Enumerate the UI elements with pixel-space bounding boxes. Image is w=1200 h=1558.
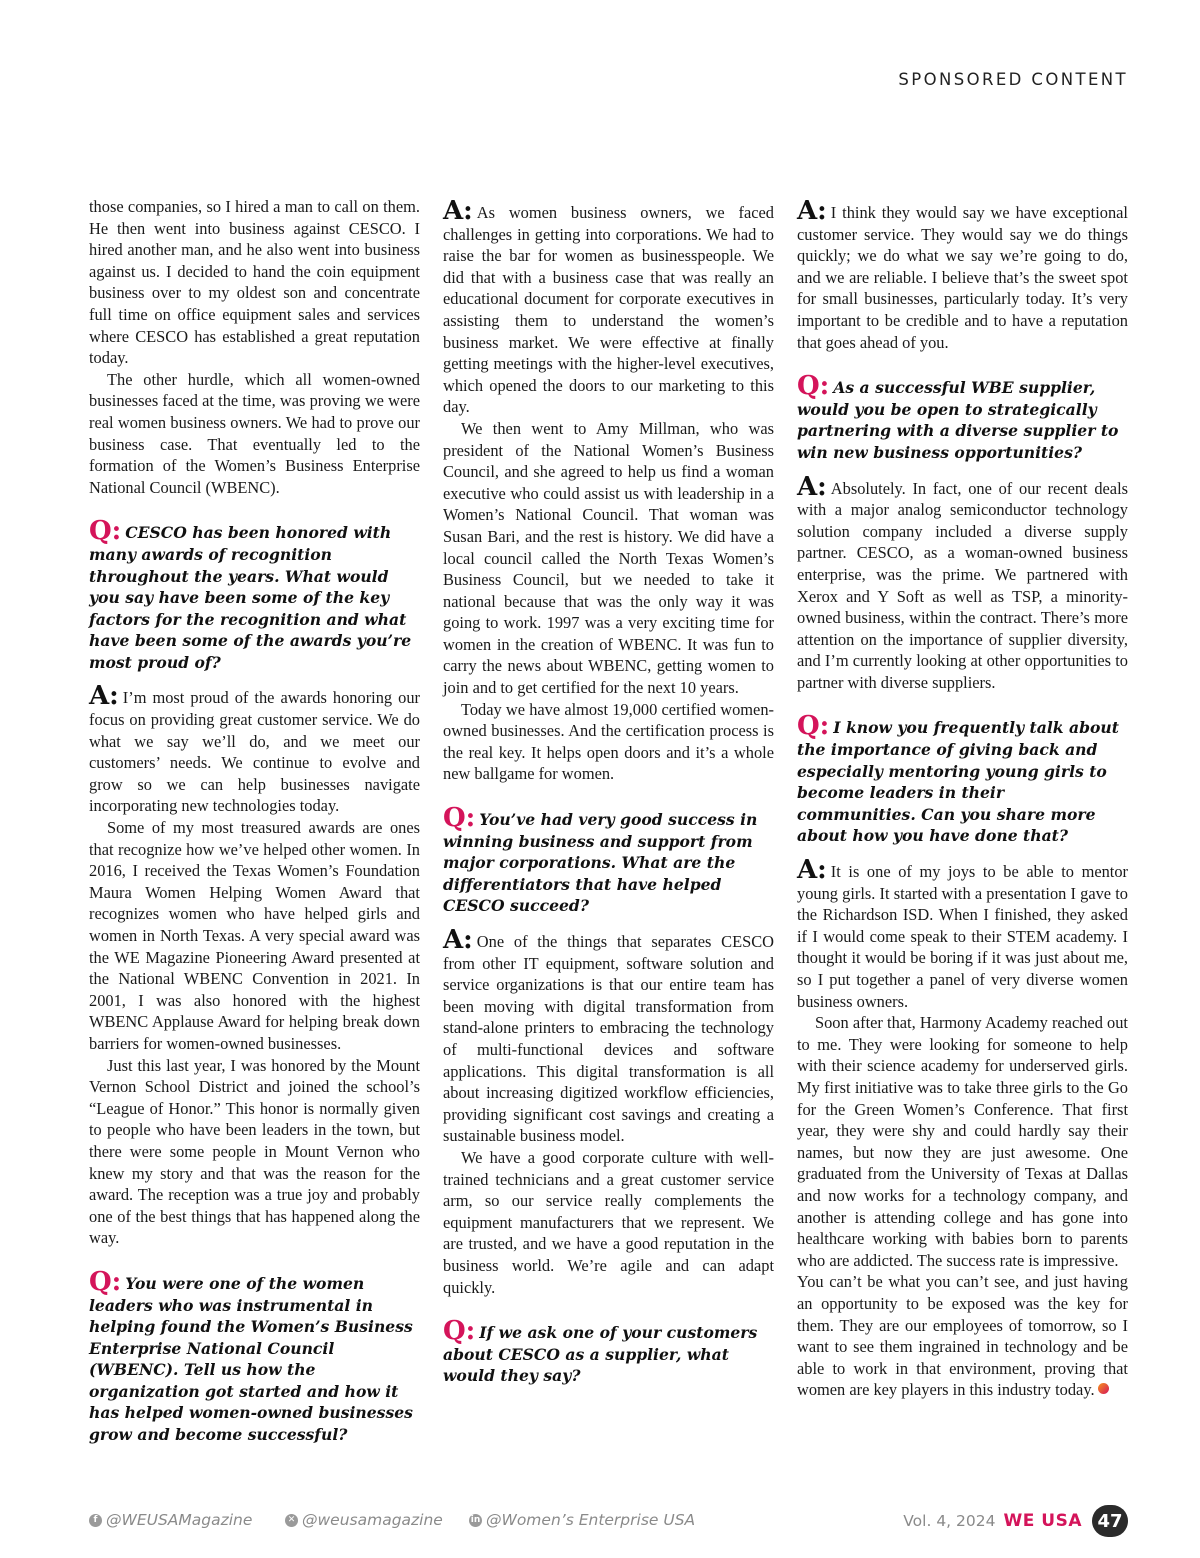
question-text: You’ve had very good success in winning business and support from major corporations. What are the differentiators that have helped CESCO succeed? [443, 810, 758, 916]
article-column-3 [797, 196, 1128, 1401]
question-text: If we ask one of your customers about CESCO as a supplier, what would they say? [443, 1323, 758, 1386]
paragraph-text: You can’t be what you can’t see, and just having an opportunity to be exposed was the key for them. They are our employees of tomorrow, so I want to see them ingrained in technology and be able to work in that environment, proving that women are key players in this industry today. [797, 1272, 1128, 1400]
answer [443, 196, 774, 418]
answer-text: As women business owners, we faced challenges in getting into corporations. We had to raise the bar for women as businesspeople. We did that with a business case that was really an educational document for corporate executives in assisting them to understand the women’s business market. We were effective at finally getting meetings with the higher-level executives, which opened the doors to our marketing to this day. [443, 203, 774, 417]
paragraph: Today we have almost 19,000 certified women-owned businesses. And the certification process is the real key. It helps open doors and it’s a whole new ballgame for women. [443, 699, 774, 784]
question-text: I know you frequently talk about the importance of giving back and especially mentoring young girls to become leaders in their communities. Can you share more about how you have done that? [797, 718, 1119, 846]
answer [797, 196, 1128, 353]
volume-label: Vol. 4, 2024 [903, 1512, 996, 1530]
question-marker: Q: [443, 1316, 476, 1347]
x-link[interactable] [285, 1511, 443, 1529]
x-handle: @weusamagazine [302, 1511, 443, 1529]
question-marker: Q: [443, 803, 476, 834]
article-column-1 [89, 196, 420, 1460]
answer [443, 925, 774, 1147]
answer [89, 681, 420, 817]
question-marker: Q: [89, 516, 122, 547]
question [89, 516, 420, 673]
answer-marker: A: [797, 855, 827, 886]
question [89, 1266, 420, 1446]
answer-text: One of the things that separates CESCO from other IT equipment, software solution and service organizations is that our entire team has been moving with digital transformation from stand-alone printers to embracing the technology of multi-functional devices and software applications. This digital transformation is all about increasing digitized workflow efficiencies, providing significant cost savings and creating a sustainable business model. [443, 932, 774, 1146]
answer-text: It is one of my joys to be able to mentor young girls. It started with a presentation I gave to the Richardson ISD. When I finished, they asked if I would come speak to their STEM academy. I thought it would be boring if it was just about me, so I put together a panel of very diverse women business owners. [797, 862, 1128, 1011]
sponsored-content-label: SPONSORED CONTENT [898, 70, 1128, 89]
question [443, 1316, 774, 1387]
issue-info [903, 1511, 1082, 1531]
question [797, 371, 1128, 463]
linkedin-handle: @Women’s Enterprise USA [486, 1511, 696, 1529]
answer-text: I think they would say we have exceptional customer service. They would say we do things quickly; we do what we say we’re going to do, and we are reliable. I believe that’s the sweet spot for small businesses, particularly today. It’s very important to be credible and to have a reputation that goes ahead of you. [797, 203, 1128, 352]
facebook-link[interactable] [89, 1511, 252, 1529]
linkedin-link[interactable] [469, 1511, 695, 1529]
question-text: You were one of the women leaders who was instrumental in helping found the Women’s Business Enterprise National Council (WBENC). Tell us how the organization got started and how it has helped women-owned businesses grow and become successful? [89, 1273, 413, 1445]
paragraph: those companies, so I hired a man to call on them. He then went into business against CESCO. I hired another man, and he also went into business against us. I decided to hand the coin equipment business over to my oldest son and concentrate full time on office equipment sales and services where CESCO has established a great reputation today. [89, 197, 420, 368]
x-icon: ✕ [285, 1514, 298, 1527]
paragraph: We then went to Amy Millman, who was president of the National Women’s Business Council, and she agreed to help us find a woman executive who could assist us with leadership in a Women’s National Council. That woman was Susan Bari, and the rest is history. We did have a local council called the North Texas Women’s Business Council, but we needed to take it national because that was the only way it was going to work. 1997 was a very exciting time for women in the creation of WBENC. It was fun to carry the news about WBENC, getting women to join and to get certified for the next 10 years. [443, 418, 774, 698]
question-text: As a successful WBE supplier, would you be open to strategically partnering with a diverse supplier to win new business opportunities? [797, 378, 1119, 462]
facebook-handle: @WEUSAMagazine [106, 1511, 253, 1529]
question-marker: Q: [797, 371, 830, 402]
answer-marker: A: [89, 681, 119, 712]
paragraph: Some of my most treasured awards are ones that recognize how we’ve helped other women. In 2016, I received the Texas Women’s Foundation Maura Women Helping Women Award that recognizes women who have helped girls and women in North Texas. A very special award was the WE Magazine Pioneering Award presented at the National WBENC Convention in 2021. In 2001, I was also honored with the highest WBENC Applause Award for helping break down barriers for women-owned businesses. [89, 818, 420, 1053]
answer-text: I’m most proud of the awards honoring our focus on providing great customer service. We do what we say we’ll do, and we meet our customers’ needs. We continue to evolve and grow so we can help businesses navigate incorporating new technologies today. [89, 688, 420, 816]
page-footer [89, 1508, 1128, 1534]
question [797, 711, 1128, 847]
paragraph: We have a good corporate culture with well-trained technicians and a great customer service arm, so our service really complements the equipment manufacturers that we represent. We are trusted, and we have a good reputation in the business world. We’re agile and can adapt quickly. [443, 1147, 774, 1297]
linkedin-icon: in [470, 1515, 481, 1525]
brand-logo: WE USA [1003, 1511, 1082, 1531]
answer-marker: A: [797, 196, 827, 226]
answer [797, 471, 1128, 694]
answer-marker: A: [797, 471, 827, 502]
article-column-2 [443, 196, 774, 1401]
answer-marker: A: [443, 196, 473, 226]
answer [797, 855, 1128, 1012]
question [443, 803, 774, 917]
answer-marker: A: [443, 925, 473, 955]
end-mark-icon [1098, 1383, 1109, 1394]
paragraph [797, 1271, 1128, 1401]
page-number: 47 [1092, 1505, 1128, 1537]
paragraph: Just this last year, I was honored by the Mount Vernon School District and joined the school’s “League of Honor.” This honor is normally given to people who have been leaders in the town, but there were some people in Mount Vernon who knew my story and that was the reason for the award. The reception was a true joy and probably one of the best things that has happened along the way. [89, 1055, 420, 1248]
question-marker: Q: [89, 1266, 122, 1297]
paragraph: The other hurdle, which all women-owned businesses faced at the time, was proving we were real women business owners. We had to prove our business case. That eventually led to the formation of the Women’s Business Enterprise National Council (WBENC). [89, 369, 420, 497]
facebook-icon: f [89, 1514, 102, 1527]
answer-text: Absolutely. In fact, one of our recent deals with a major analog semiconductor technology solution company included a diverse supply partner. CESCO, as a woman-owned business enterprise, was the prime. We partnered with Xerox and Y Soft as well as TSP, a minority-owned business, within the contract. There’s more attention on the importance of supplier diversity, and I’m currently looking at other opportunities to partner with diverse suppliers. [797, 478, 1128, 692]
paragraph: Soon after that, Harmony Academy reached out to me. They were looking for someone to help with their science academy for underserved girls. My first initiative was to take three girls to the Go for the Green Women’s Conference. That first year, they were shy and could hardly say their names, but now they are just awesome. One graduated from the University of Texas at Dallas and now works for a technology company, and another is attending college and has gone into healthcare working with babies born to parents who are addicted. The success rate is impressive. [797, 1013, 1128, 1270]
question-marker: Q: [797, 711, 830, 742]
question-text: CESCO has been honored with many awards of recognition throughout the years. What would you say have been some of the key factors for the recognition and what have been some of the awards you’re most proud of? [89, 523, 412, 672]
